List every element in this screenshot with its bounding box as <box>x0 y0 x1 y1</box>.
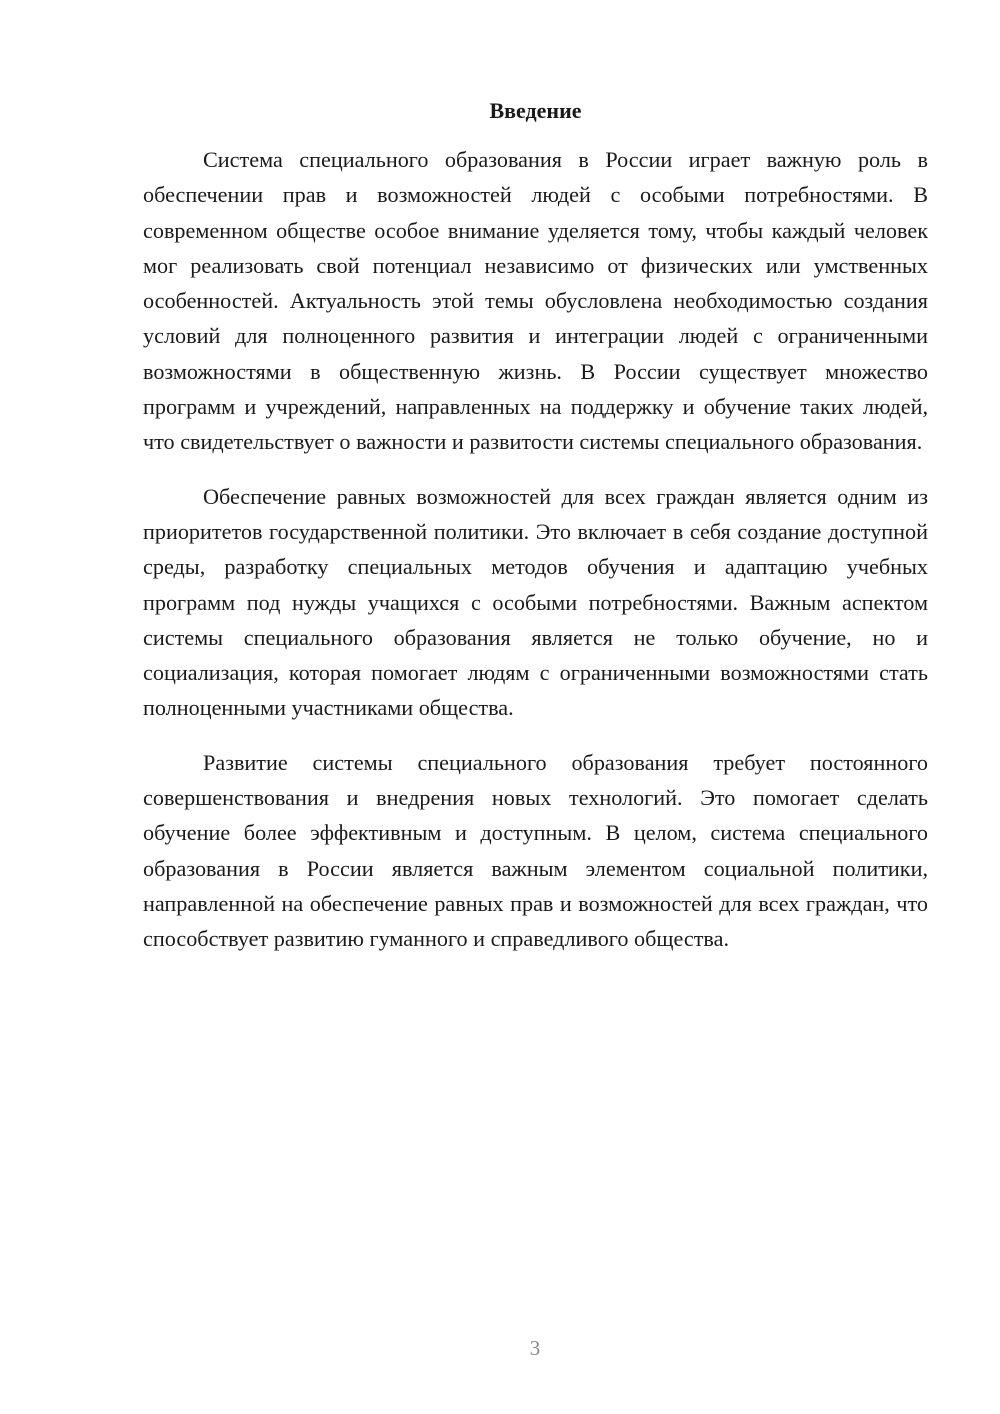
document-body <box>143 142 928 976</box>
paragraph-2: Обеспечение равных возможностей для всех граждан является одним из приоритетов государственной политики. Это включает в себя создание доступной среды, разработку специальных методов обучения и адаптацию учебных программ под нужды учащихся с особыми потребностями. Важным аспектом системы специального образования является не только обучение, но и социализация, которая помогает людям с ограниченными возможностями стать полноценными участниками общества. <box>143 483 928 721</box>
paragraph-1: Система специального образования в России играет важную роль в обеспечении прав и возможностей людей с особыми потребностями. В современном обществе особое внимание уделяется тому, чтобы каждый человек мог реализовать свой потенциал независимо от физических или умственных особенностей. Актуальность этой темы обусловлена необходимостью создания условий для полноценного развития и интеграции людей с ограниченными возможностями в общественную жизнь. В России существует множество программ и учреждений, направленных на поддержку и обучение таких людей, что свидетельствует о важности и развитости системы специального образования. <box>143 147 928 455</box>
page-number: 3 <box>529 1336 541 1360</box>
page-title: Введение <box>489 98 582 123</box>
paragraph-3: Развитие системы специального образования требует постоянного совершенствования и внедрения новых технологий. Это помогает сделать обучение более эффективным и доступным. В целом, система специального образования в России является важным элементом социальной политики, направленной на обеспечение равных прав и возможностей для всех граждан, что способствует развитию гуманного и справедливого общества. <box>143 749 928 952</box>
